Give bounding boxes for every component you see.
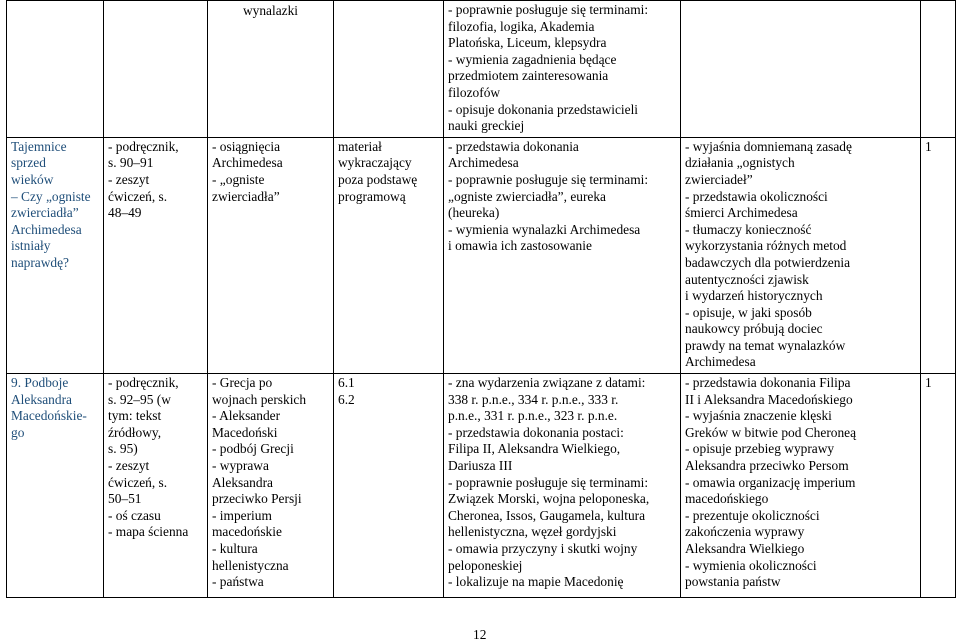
cell-line: zwierciadła” bbox=[212, 188, 280, 204]
cell-line: - wyjaśnia znaczenie klęski bbox=[685, 408, 832, 424]
cell-line: i omawia ich zastosowanie bbox=[448, 238, 592, 254]
cell-line: s. 92–95 (w bbox=[108, 391, 171, 407]
cell-line: Filipa II, Aleksandra Wielkiego, bbox=[448, 441, 621, 457]
cell-line: ćwiczeń, s. bbox=[108, 474, 168, 490]
cell-lesson bbox=[7, 374, 104, 598]
cell-line: - poprawnie posługuje się terminami: bbox=[448, 2, 649, 17]
cell-line: zwierciadeł” bbox=[685, 171, 753, 187]
cell-line: II i Aleksandra Macedońskiego bbox=[685, 391, 853, 407]
cell-line: zakończenia wyprawy bbox=[685, 524, 805, 540]
cell-line: Greków w bitwie pod Cheroneą bbox=[685, 424, 857, 440]
cell-line: - poprawnie posługuje się terminami: bbox=[448, 474, 649, 490]
cell-basic-requirements bbox=[444, 1, 681, 138]
table-row-lesson-archimedes bbox=[7, 137, 956, 373]
cell-line: autentyczności zjawisk bbox=[685, 271, 809, 287]
curriculum-table bbox=[6, 0, 956, 598]
cell-line: - wymienia wynalazki Archimedesa bbox=[448, 221, 641, 237]
cell-line: „ogniste zwierciadła”, eureka bbox=[448, 188, 606, 204]
cell-line: - Aleksander bbox=[212, 408, 281, 424]
cell-line: sprzed bbox=[11, 155, 46, 171]
cell-core bbox=[334, 374, 444, 598]
cell-line: Cheronea, Issos, Gaugamela, kultura bbox=[448, 507, 646, 523]
cell-line: 6.1 bbox=[338, 375, 355, 391]
cell-line: filozofów bbox=[448, 84, 501, 100]
cell-line: wykraczający bbox=[338, 155, 412, 171]
cell-line: 1 bbox=[925, 138, 932, 154]
cell-line: 338 r. p.n.e., 334 r. p.n.e., 333 r. bbox=[448, 391, 619, 407]
cell-line: 48–49 bbox=[108, 205, 142, 221]
cell-line: Macedońskie- bbox=[11, 408, 87, 424]
cell-line: p.n.e., 331 r. p.n.e., 323 r. p.n.e. bbox=[448, 408, 618, 424]
cell-line: hellenistyczna bbox=[212, 557, 289, 573]
cell-line: - zna wydarzenia związane z datami: bbox=[448, 375, 646, 391]
cell-line: działania „ognistych bbox=[685, 155, 795, 171]
cell-line: 1 bbox=[925, 375, 932, 391]
cell-line: hellenistyczna, węzeł gordyjski bbox=[448, 524, 617, 540]
page-number: 12 bbox=[473, 627, 487, 642]
cell-line: przeciwko Persji bbox=[212, 491, 302, 507]
cell-line: - omawia przyczyny i skutki wojny bbox=[448, 541, 638, 556]
cell-line: badawczych dla potwierdzenia bbox=[685, 254, 851, 270]
cell-extended-requirements bbox=[681, 137, 921, 373]
cell-line: zwierciadła” bbox=[11, 205, 79, 221]
cell-line: - wyjaśnia domniemaną zasadę bbox=[685, 138, 852, 154]
cell-line: - kultura bbox=[212, 541, 258, 556]
cell-line: (heureka) bbox=[448, 205, 500, 221]
cell-lesson bbox=[7, 1, 104, 138]
cell-line: poza podstawę bbox=[338, 171, 418, 187]
cell-line: - zeszyt bbox=[108, 171, 150, 187]
cell-line: – Czy „ogniste bbox=[11, 188, 91, 204]
cell-line: tym: tekst bbox=[108, 408, 162, 424]
cell-line: Aleksandra bbox=[11, 391, 72, 407]
cell-extended-requirements bbox=[681, 374, 921, 598]
cell-line: naprawdę? bbox=[11, 254, 69, 270]
cell-line: - przedstawia dokonania bbox=[448, 138, 579, 154]
cell-line: macedońskie bbox=[212, 524, 282, 540]
cell-line: s. 95) bbox=[108, 441, 138, 457]
cell-line: 50–51 bbox=[108, 491, 142, 507]
cell-line: wojnach perskich bbox=[212, 391, 307, 407]
cell-hours bbox=[921, 1, 956, 138]
table-row-continuation bbox=[7, 1, 956, 138]
cell-line: - przedstawia okoliczności bbox=[685, 188, 828, 204]
cell-basic-requirements bbox=[444, 137, 681, 373]
cell-line: - prezentuje okoliczności bbox=[685, 507, 820, 523]
cell-line: - opisuje przebieg wyprawy bbox=[685, 441, 835, 457]
cell-line: naukowcy próbują dociec bbox=[685, 321, 823, 337]
cell-core bbox=[334, 137, 444, 373]
cell-line: - przedstawia dokonania postaci: bbox=[448, 424, 624, 440]
cell-line: - podręcznik, bbox=[108, 138, 179, 154]
cell-materials bbox=[104, 1, 208, 138]
cell-line: powstania państw bbox=[685, 574, 781, 590]
cell-line: - wymienia zagadnienia będące bbox=[448, 51, 617, 67]
cell-line: s. 90–91 bbox=[108, 155, 154, 171]
cell-line: - omawia organizację imperium bbox=[685, 474, 856, 490]
cell-topics bbox=[208, 374, 334, 598]
cell-line: i wydarzeń historycznych bbox=[685, 288, 823, 304]
cell-line: - Grecja po bbox=[212, 375, 273, 391]
cell-line: - mapa ścienna bbox=[108, 524, 189, 540]
table-row-lesson-alexander bbox=[7, 374, 956, 598]
cell-line: peloponeskiej bbox=[448, 557, 523, 573]
cell-materials bbox=[104, 137, 208, 373]
cell-line: - podbój Grecji bbox=[212, 441, 294, 457]
cell-line: istniały bbox=[11, 238, 51, 254]
cell-line: - wymienia okoliczności bbox=[685, 557, 817, 573]
cell-hours bbox=[921, 137, 956, 373]
cell-line: go bbox=[11, 424, 25, 440]
cell-hours bbox=[921, 374, 956, 598]
cell-line: wieków bbox=[11, 171, 54, 187]
cell-line: prawdy na temat wynalazków bbox=[685, 337, 846, 353]
cell-line: - wyprawa bbox=[212, 458, 269, 474]
cell-line: filozofia, logika, Akademia bbox=[448, 18, 595, 34]
cell-line: Archimedesa bbox=[212, 155, 283, 171]
cell-line: wynalazki bbox=[242, 3, 299, 18]
cell-line: Dariusza III bbox=[448, 458, 513, 474]
cell-line: wykorzystania różnych metod bbox=[685, 238, 847, 254]
cell-basic-requirements bbox=[444, 374, 681, 598]
cell-core bbox=[334, 1, 444, 138]
cell-line: Archimedesa bbox=[448, 155, 519, 171]
cell-line: Aleksandra bbox=[212, 474, 273, 490]
cell-line: śmierci Archimedesa bbox=[685, 205, 798, 221]
cell-line: Platońska, Liceum, klepsydra bbox=[448, 35, 607, 51]
cell-line: 6.2 bbox=[338, 391, 355, 407]
cell-topics bbox=[208, 1, 334, 138]
cell-line: - tłumaczy konieczność bbox=[685, 221, 812, 237]
cell-line: - poprawnie posługuje się terminami: bbox=[448, 171, 649, 187]
cell-line: źródłowy, bbox=[108, 424, 162, 440]
cell-line: - państwa bbox=[212, 574, 264, 590]
cell-line: przedmiotem zainteresowania bbox=[448, 68, 609, 84]
cell-line: Aleksandra Wielkiego bbox=[685, 541, 805, 556]
cell-line: 9. Podboje bbox=[11, 375, 69, 391]
cell-extended-requirements bbox=[681, 1, 921, 138]
cell-materials bbox=[104, 374, 208, 598]
cell-line: Związek Morski, wojna peloponeska, bbox=[448, 491, 650, 507]
cell-line: nauki greckiej bbox=[448, 118, 525, 134]
cell-line: - lokalizuje na mapie Macedonię bbox=[448, 574, 624, 590]
cell-line: Archimedesa bbox=[11, 221, 82, 237]
cell-line: Aleksandra przeciwko Persom bbox=[685, 458, 849, 474]
cell-line: - opisuje, w jaki sposób bbox=[685, 304, 812, 320]
cell-line: programową bbox=[338, 188, 406, 204]
cell-line: - opisuje dokonania przedstawicieli bbox=[448, 101, 639, 117]
cell-line: - osiągnięcia bbox=[212, 138, 281, 154]
cell-line: - imperium bbox=[212, 507, 272, 523]
cell-line: - „ogniste bbox=[212, 171, 265, 187]
cell-line: materiał bbox=[338, 138, 382, 154]
cell-line: - zeszyt bbox=[108, 458, 150, 474]
cell-line: - oś czasu bbox=[108, 507, 161, 523]
cell-topics bbox=[208, 137, 334, 373]
cell-line: ćwiczeń, s. bbox=[108, 188, 168, 204]
cell-line: Macedoński bbox=[212, 424, 278, 440]
cell-lesson bbox=[7, 137, 104, 373]
cell-line: Archimedesa bbox=[685, 354, 756, 370]
cell-line: Tajemnice bbox=[11, 138, 67, 154]
cell-line: macedońskiego bbox=[685, 491, 769, 507]
cell-line: - podręcznik, bbox=[108, 375, 179, 391]
cell-line: - przedstawia dokonania Filipa bbox=[685, 375, 851, 391]
